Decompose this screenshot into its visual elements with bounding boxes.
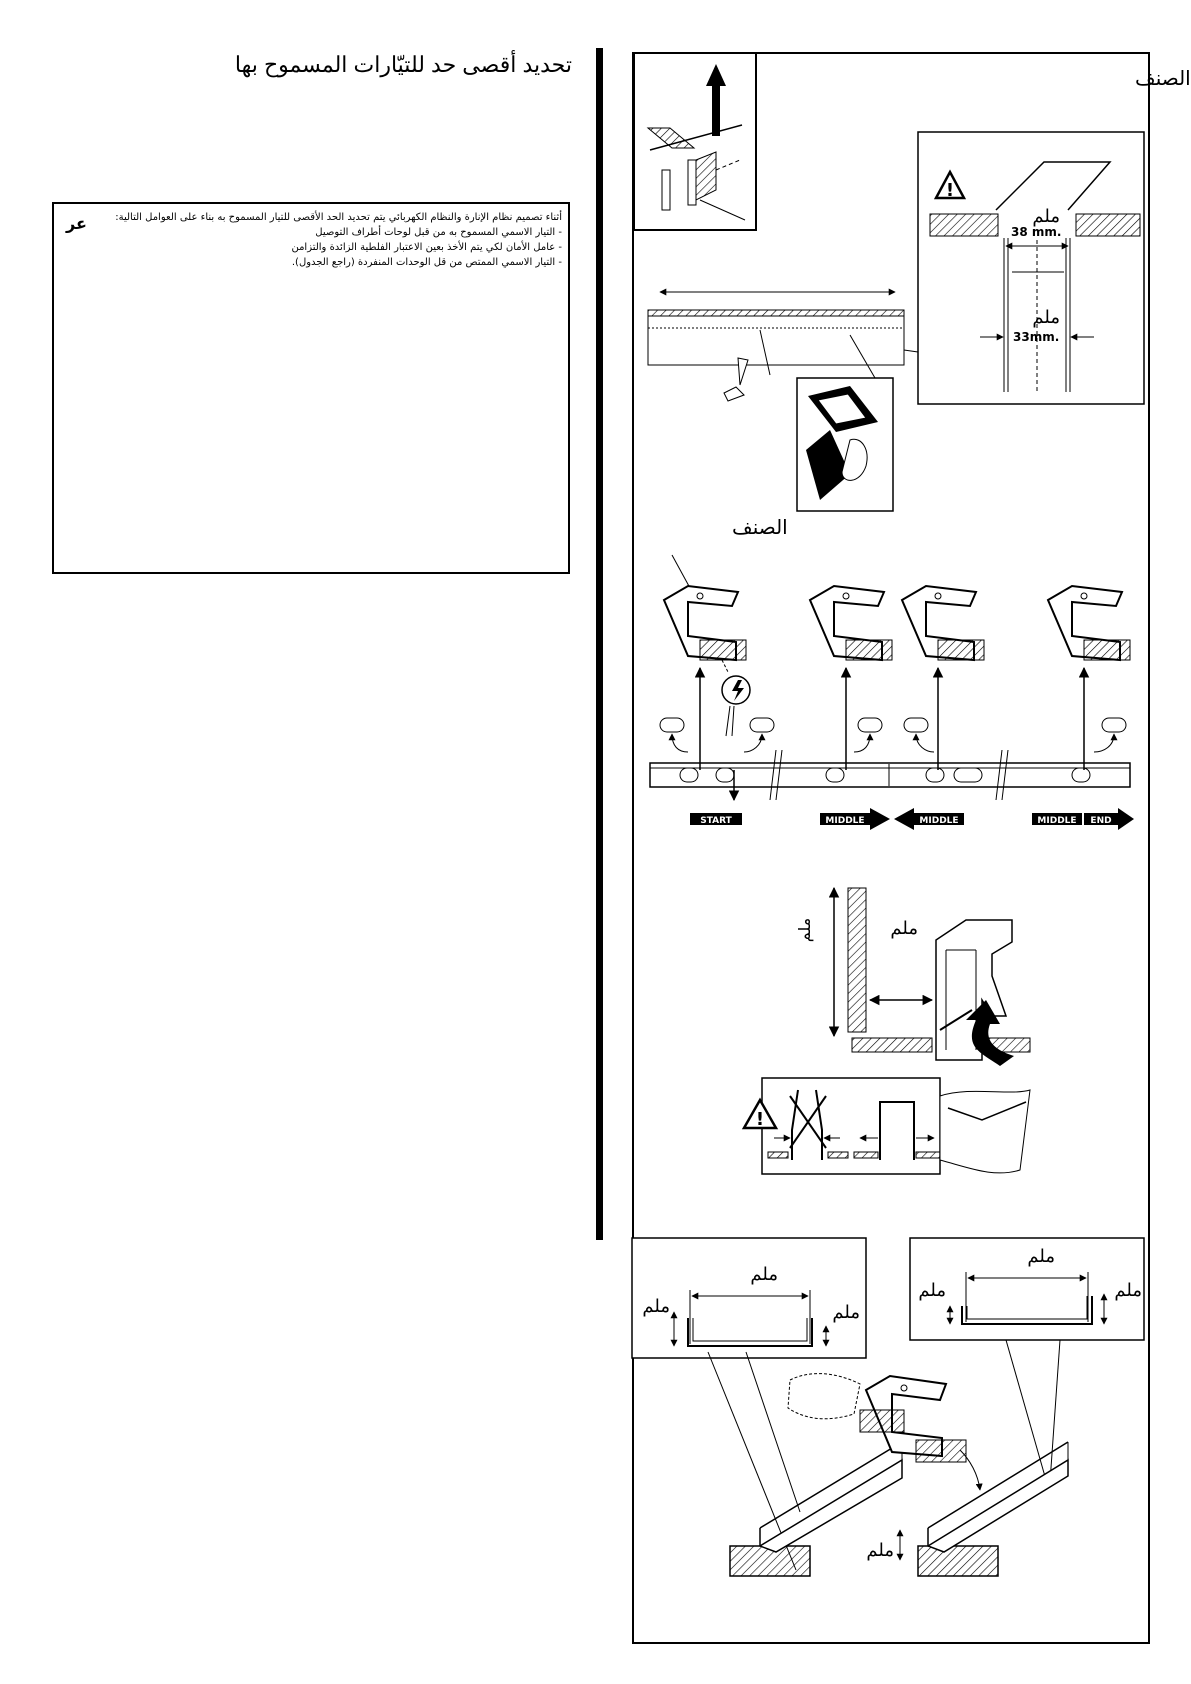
unit-label: ملم — [750, 1264, 778, 1285]
unit-label: ملم — [1114, 1280, 1142, 1301]
unit-label: ملم — [1032, 206, 1060, 227]
bracket — [1048, 586, 1130, 660]
bracket — [902, 586, 984, 660]
dimension-label-38: 38 mm. — [1011, 225, 1062, 239]
channel-dimension-inset-left — [632, 1238, 866, 1358]
info-line: - التيار الاسمي الممتص من قل الوحدات المنفردة (راجع الجدول). — [291, 257, 562, 268]
unit-label: ملم — [1027, 1246, 1055, 1267]
warning-icon: ! — [945, 180, 955, 201]
profile-dimension-inset — [918, 132, 1144, 404]
info-line: - عامل الأمان لكي يتم الأخذ بعين الاعتبار الفلطية الزائدة والتزامن — [291, 242, 562, 253]
lift-out-inset — [634, 53, 756, 230]
warning-icon: ! — [755, 1109, 765, 1130]
tag-middle: MIDDLE — [1037, 816, 1077, 826]
unit-label: ملم — [918, 1280, 946, 1301]
tag-middle: MIDDLE — [825, 816, 865, 826]
unit-label: ملم — [832, 1302, 860, 1323]
channel-assembly-drawing — [708, 1340, 1068, 1576]
unit-label: ملم — [795, 917, 814, 943]
channel-dimension-inset-right — [910, 1238, 1144, 1340]
section-label: الصنف — [1135, 66, 1191, 90]
bracket-orientation-warning — [744, 1078, 1030, 1174]
tag-start: START — [700, 816, 732, 826]
tag-end: END — [1090, 816, 1112, 826]
unit-label: ملم — [866, 1540, 894, 1561]
info-line: أثناء تصميم نظام الإنارة والنظام الكهربائي يتم تحديد الحد الأقصى للتيار المسموح به بناء على العوامل التالية: — [115, 212, 562, 223]
page-title: تحديد أقصى حد للتيّارات المسموح بها — [234, 52, 572, 77]
dimension-label-33: 33mm. — [1013, 330, 1060, 344]
unit-label: ملم — [642, 1296, 670, 1317]
bracket — [810, 586, 892, 660]
unit-label: ملم — [890, 918, 918, 939]
ceiling-cutout-drawing — [648, 292, 918, 511]
wall-clearance-drawing — [795, 888, 1030, 1066]
mounting-brackets — [664, 555, 1130, 736]
language-code: عر — [66, 214, 87, 233]
unit-label: ملم — [1032, 307, 1060, 328]
info-line: - التيار الاسمي المسموح به من قبل لوحات أطراف التوصيل — [315, 227, 562, 238]
section-label: الصنف — [732, 515, 788, 539]
tag-middle: MIDDLE — [919, 816, 959, 826]
bracket — [664, 586, 746, 660]
